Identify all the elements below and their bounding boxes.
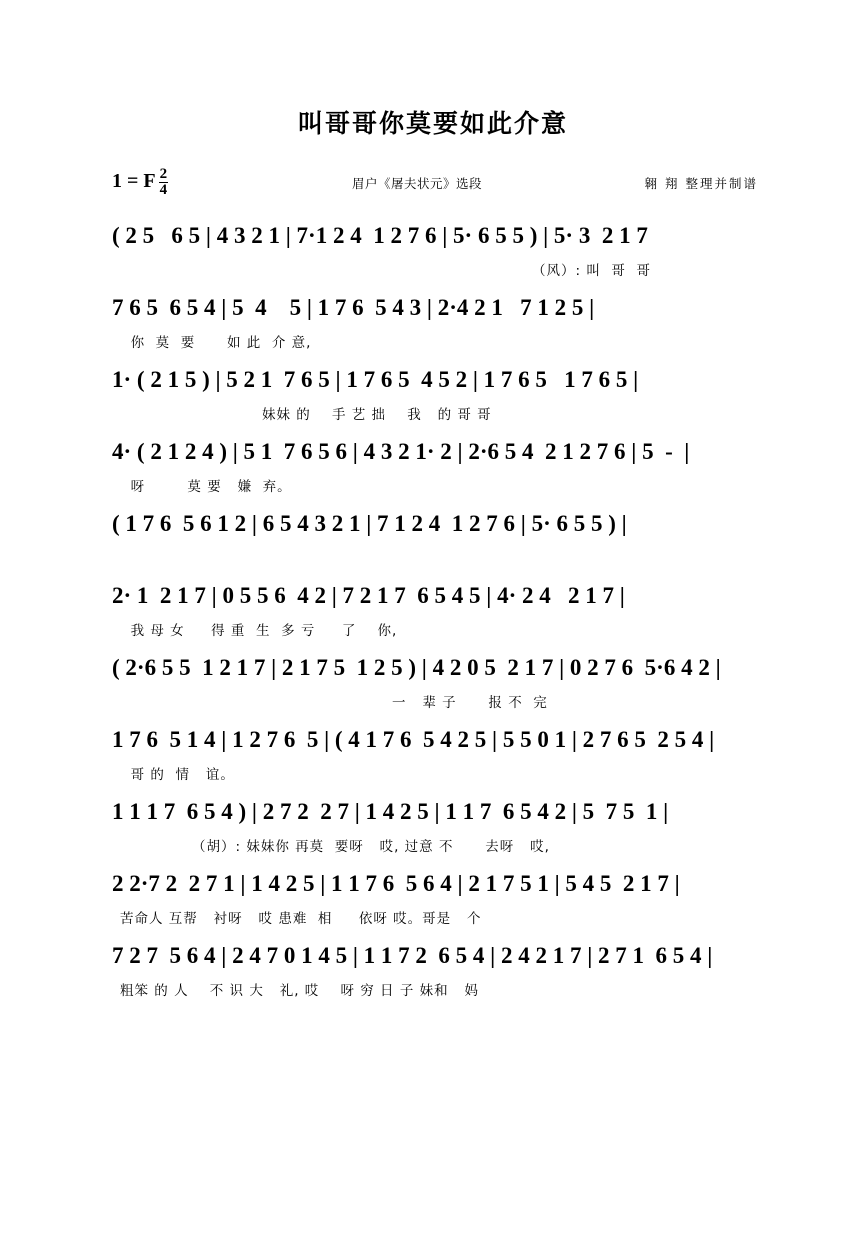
time-signature bbox=[159, 167, 169, 198]
page-title: 叫哥哥你莫要如此介意 bbox=[297, 109, 568, 138]
music-system bbox=[0, 356, 866, 428]
music-system bbox=[0, 716, 866, 788]
music-system bbox=[0, 860, 866, 932]
lyrics-line: （胡）: 妹妹你 再莫 要呀 哎, 过意 不 去呀 哎, bbox=[192, 839, 550, 855]
music-system bbox=[0, 284, 866, 356]
notation-line: 1· ( 2 1 5 ) | 5 2 1 7 6 5 | 1 7 6 5 4 5 2 | 1 7 6 5 1 7 6 5 | bbox=[112, 366, 639, 392]
lyrics-line: 一 辈 子 报 不 完 bbox=[392, 695, 548, 711]
lyrics-line: 你 莫 要 如 此 介 意, bbox=[120, 335, 312, 351]
lyrics-line: 苦命人 互帮 衬呀 哎 患难 相 依呀 哎。哥是 个 bbox=[120, 911, 482, 927]
music-system bbox=[0, 428, 866, 500]
notation-line: ( 2·6 5 5 1 2 1 7 | 2 1 7 5 1 2 5 ) | 4 2 0 5 2 1 7 | 0 2 7 6 5·6 4 2 | bbox=[112, 654, 721, 680]
lyrics-line: 我 母 女 得 重 生 多 亏 了 你, bbox=[120, 623, 398, 639]
key-signature bbox=[112, 166, 168, 197]
notation-line: 2· 1 2 1 7 | 0 5 5 6 4 2 | 7 2 1 7 6 5 4 5 | 4· 2 4 2 1 7 | bbox=[112, 582, 625, 608]
notation-line: 1 7 6 5 1 4 | 1 2 7 6 5 | ( 4 1 7 6 5 4 2 5 | 5 5 0 1 | 2 7 6 5 2 5 4 | bbox=[112, 726, 715, 752]
subtitle: 眉户《屠夫状元》选段 bbox=[352, 176, 483, 191]
lyrics-line: 哥 的 情 谊。 bbox=[120, 767, 235, 783]
notation-line: 7 6 5 6 5 4 | 5 4 5 | 1 7 6 5 4 3 | 2·4 2 1 7 1 2 5 | bbox=[112, 294, 595, 320]
music-systems bbox=[0, 212, 866, 1004]
notation-line: ( 2 5 6 5 | 4 3 2 1 | 7·1 2 4 1 2 7 6 | 5· 6 5 5 ) | 5· 3 2 1 7 bbox=[112, 222, 648, 248]
notation-line: 7 2 7 5 6 4 | 2 4 7 0 1 4 5 | 1 1 7 2 6 5 4 | 2 4 2 1 7 | 2 7 1 6 5 4 | bbox=[112, 942, 713, 968]
music-system bbox=[0, 212, 866, 284]
lyrics-line: （风）: 叫 哥 哥 bbox=[532, 263, 652, 279]
score-header bbox=[0, 162, 866, 208]
notation-line: 2 2·7 2 2 7 1 | 1 4 2 5 | 1 1 7 6 5 6 4 | 2 1 7 5 1 | 5 4 5 2 1 7 | bbox=[112, 870, 680, 896]
notation-line: ( 1 7 6 5 6 1 2 | 6 5 4 3 2 1 | 7 1 2 4 1 2 7 6 | 5· 6 5 5 ) | bbox=[112, 510, 627, 536]
sheet-music-page bbox=[0, 104, 866, 1249]
lyrics-line: 粗笨 的 人 不 识 大 礼, 哎 呀 穷 日 子 妹和 妈 bbox=[120, 983, 479, 999]
lyrics-line bbox=[112, 546, 758, 572]
music-system bbox=[0, 788, 866, 860]
lyrics-line: 妹妹 的 手 艺 拙 我 的 哥 哥 bbox=[262, 407, 492, 423]
time-signature-denominator: 4 bbox=[159, 182, 168, 198]
credit-line: 翱 翔 整理并制谱 bbox=[644, 176, 758, 191]
music-system bbox=[0, 644, 866, 716]
key-signature-text: 1 = F bbox=[112, 170, 156, 192]
time-signature-numerator: 2 bbox=[159, 166, 168, 182]
notation-line: 1 1 1 7 6 5 4 ) | 2 7 2 2 7 | 1 4 2 5 | 1 1 7 6 5 4 2 | 5 7 5 1 | bbox=[112, 798, 669, 824]
lyrics-line: 呀 莫 要 嫌 弃。 bbox=[120, 479, 292, 495]
notation-line: 4· ( 2 1 2 4 ) | 5 1 7 6 5 6 | 4 3 2 1· 2 | 2·6 5 4 2 1 2 7 6 | 5 - | bbox=[112, 438, 690, 464]
music-system bbox=[0, 572, 866, 644]
music-system bbox=[0, 932, 866, 1004]
music-system bbox=[0, 500, 866, 572]
